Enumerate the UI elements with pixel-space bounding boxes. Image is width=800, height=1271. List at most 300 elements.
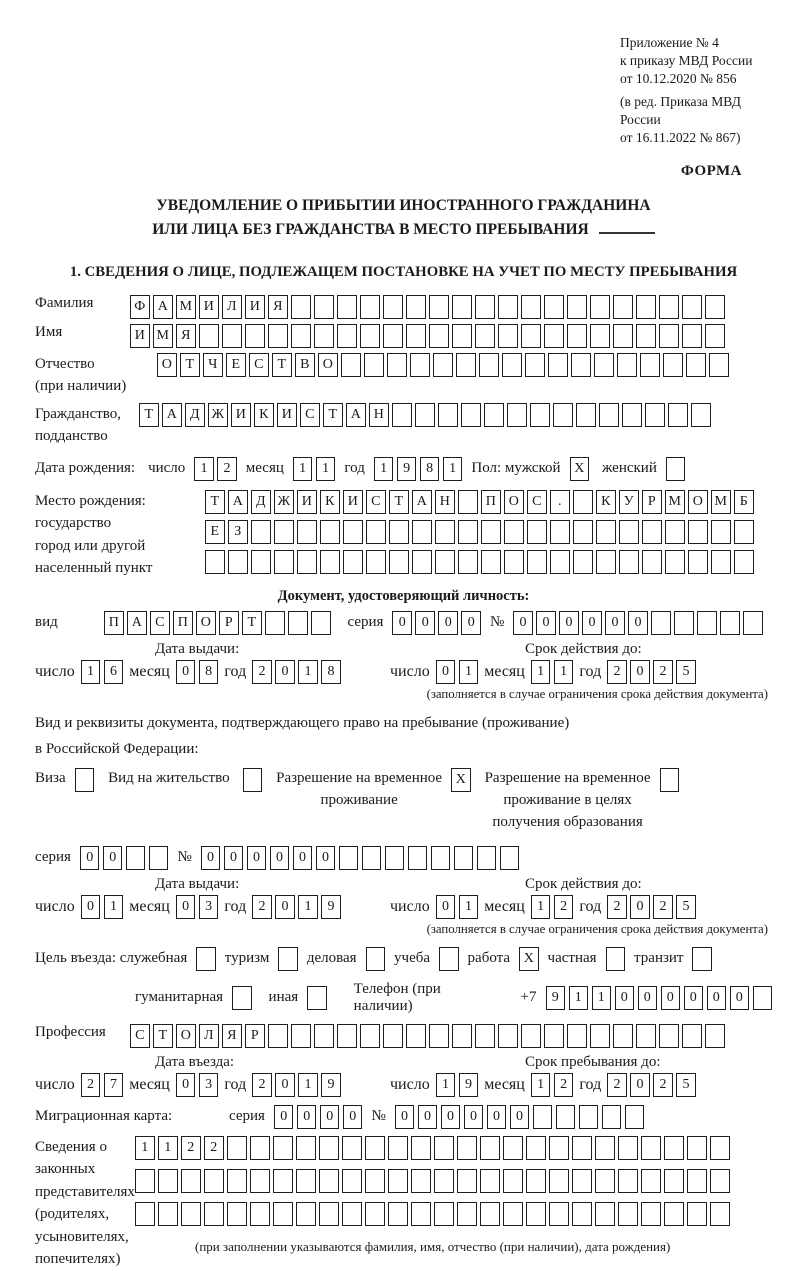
form-cell[interactable] xyxy=(691,403,711,427)
form-cell[interactable] xyxy=(544,324,564,348)
form-cell[interactable] xyxy=(734,550,754,574)
form-cell[interactable] xyxy=(498,324,518,348)
form-cell[interactable] xyxy=(273,1169,293,1193)
form-cell[interactable]: 2 xyxy=(252,1073,272,1097)
form-cell[interactable] xyxy=(556,1105,576,1129)
form-cell[interactable]: Д xyxy=(251,490,271,514)
form-cell[interactable] xyxy=(429,324,449,348)
form-cell[interactable] xyxy=(311,611,331,635)
form-cell[interactable] xyxy=(666,457,686,481)
form-cell[interactable] xyxy=(572,1202,592,1226)
form-cell[interactable] xyxy=(573,520,593,544)
form-cell[interactable] xyxy=(625,1105,645,1129)
form-cell[interactable]: 2 xyxy=(252,660,272,684)
form-cell[interactable] xyxy=(567,1024,587,1048)
form-cell[interactable] xyxy=(228,550,248,574)
form-cell[interactable]: И xyxy=(343,490,363,514)
form-cell[interactable] xyxy=(452,295,472,319)
form-cell[interactable]: 2 xyxy=(204,1136,224,1160)
permit-issue-month-cells[interactable] xyxy=(176,895,219,919)
permit-valid-year-cells[interactable] xyxy=(607,895,696,919)
form-cell[interactable] xyxy=(710,1202,730,1226)
form-cell[interactable] xyxy=(314,1024,334,1048)
form-cell[interactable] xyxy=(479,353,499,377)
form-cell[interactable] xyxy=(296,1202,316,1226)
form-cell[interactable] xyxy=(640,353,660,377)
form-cell[interactable] xyxy=(682,295,702,319)
form-cell[interactable]: 0 xyxy=(320,1105,340,1129)
form-cell[interactable]: 2 xyxy=(653,1073,673,1097)
form-cell[interactable] xyxy=(705,1024,725,1048)
form-cell[interactable] xyxy=(533,1105,553,1129)
form-cell[interactable]: 2 xyxy=(217,457,237,481)
form-cell[interactable] xyxy=(705,324,725,348)
form-cell[interactable] xyxy=(250,1136,270,1160)
form-cell[interactable]: 7 xyxy=(104,1073,124,1097)
form-cell[interactable]: Т xyxy=(205,490,225,514)
purpose-humanitarian-checkbox[interactable] xyxy=(232,986,252,1010)
form-cell[interactable]: 1 xyxy=(194,457,214,481)
form-cell[interactable] xyxy=(296,1136,316,1160)
form-cell[interactable]: Н xyxy=(369,403,389,427)
form-cell[interactable] xyxy=(594,353,614,377)
form-cell[interactable]: 0 xyxy=(343,1105,363,1129)
form-cell[interactable]: 0 xyxy=(224,846,244,870)
form-cell[interactable] xyxy=(674,611,694,635)
form-cell[interactable]: . xyxy=(550,490,570,514)
form-cell[interactable]: П xyxy=(481,490,501,514)
form-cell[interactable]: 0 xyxy=(638,986,658,1010)
form-cell[interactable] xyxy=(481,550,501,574)
form-cell[interactable] xyxy=(411,1202,431,1226)
form-cell[interactable]: 1 xyxy=(443,457,463,481)
form-cell[interactable] xyxy=(388,1136,408,1160)
form-cell[interactable] xyxy=(504,550,524,574)
form-cell[interactable] xyxy=(383,324,403,348)
form-cell[interactable] xyxy=(500,846,520,870)
sex-female-checkbox[interactable] xyxy=(666,457,686,481)
form-cell[interactable] xyxy=(503,1169,523,1193)
form-cell[interactable] xyxy=(291,324,311,348)
form-cell[interactable] xyxy=(297,550,317,574)
form-cell[interactable] xyxy=(550,550,570,574)
form-cell[interactable] xyxy=(337,295,357,319)
form-cell[interactable] xyxy=(454,846,474,870)
form-cell[interactable]: 0 xyxy=(436,895,456,919)
form-cell[interactable] xyxy=(392,403,412,427)
form-cell[interactable] xyxy=(544,295,564,319)
form-cell[interactable]: Т xyxy=(242,611,262,635)
form-cell[interactable] xyxy=(385,846,405,870)
form-cell[interactable]: И xyxy=(297,490,317,514)
form-cell[interactable] xyxy=(412,520,432,544)
form-cell[interactable] xyxy=(686,353,706,377)
form-cell[interactable]: 0 xyxy=(464,1105,484,1129)
form-cell[interactable]: С xyxy=(150,611,170,635)
form-cell[interactable]: Т xyxy=(323,403,343,427)
form-cell[interactable]: С xyxy=(249,353,269,377)
form-cell[interactable]: 0 xyxy=(201,846,221,870)
representatives-cells-row3[interactable] xyxy=(135,1202,730,1226)
form-cell[interactable] xyxy=(521,324,541,348)
form-cell[interactable] xyxy=(251,520,271,544)
form-cell[interactable] xyxy=(475,324,495,348)
form-cell[interactable] xyxy=(364,353,384,377)
form-cell[interactable] xyxy=(475,1024,495,1048)
birthplace-cells-row3[interactable] xyxy=(205,550,754,574)
citizenship-cells[interactable] xyxy=(139,403,711,427)
form-cell[interactable] xyxy=(595,1169,615,1193)
form-cell[interactable]: 0 xyxy=(270,846,290,870)
form-cell[interactable] xyxy=(526,1169,546,1193)
form-cell[interactable] xyxy=(268,1024,288,1048)
permit-issue-year-cells[interactable] xyxy=(252,895,341,919)
purpose-other-checkbox[interactable] xyxy=(307,986,327,1010)
doc-valid-year-cells[interactable] xyxy=(607,660,696,684)
permit-valid-month-cells[interactable] xyxy=(531,895,574,919)
form-cell[interactable]: 2 xyxy=(607,1073,627,1097)
form-cell[interactable]: Ж xyxy=(208,403,228,427)
form-cell[interactable]: 1 xyxy=(592,986,612,1010)
form-cell[interactable] xyxy=(618,1202,638,1226)
form-cell[interactable] xyxy=(158,1169,178,1193)
form-cell[interactable] xyxy=(507,403,527,427)
form-cell[interactable]: 0 xyxy=(80,846,100,870)
form-cell[interactable]: А xyxy=(228,490,248,514)
form-cell[interactable]: 2 xyxy=(181,1136,201,1160)
form-cell[interactable]: Е xyxy=(226,353,246,377)
form-cell[interactable] xyxy=(429,295,449,319)
form-cell[interactable] xyxy=(365,1169,385,1193)
form-cell[interactable] xyxy=(126,846,146,870)
form-cell[interactable] xyxy=(549,1202,569,1226)
form-cell[interactable] xyxy=(457,1169,477,1193)
form-cell[interactable] xyxy=(622,403,642,427)
form-cell[interactable] xyxy=(480,1136,500,1160)
form-cell[interactable]: 0 xyxy=(275,660,295,684)
form-cell[interactable]: 0 xyxy=(275,1073,295,1097)
form-cell[interactable] xyxy=(544,1024,564,1048)
form-cell[interactable] xyxy=(273,1136,293,1160)
surname-cells[interactable] xyxy=(130,295,725,319)
doc-valid-month-cells[interactable] xyxy=(531,660,574,684)
form-cell[interactable] xyxy=(572,1169,592,1193)
form-cell[interactable]: 1 xyxy=(298,660,318,684)
form-cell[interactable]: 6 xyxy=(104,660,124,684)
form-cell[interactable] xyxy=(410,353,430,377)
form-cell[interactable] xyxy=(664,1169,684,1193)
name-cells[interactable] xyxy=(130,324,725,348)
form-cell[interactable] xyxy=(438,403,458,427)
form-cell[interactable] xyxy=(710,1169,730,1193)
form-cell[interactable] xyxy=(682,1024,702,1048)
form-cell[interactable]: Ф xyxy=(130,295,150,319)
form-cell[interactable] xyxy=(458,490,478,514)
form-cell[interactable] xyxy=(618,1136,638,1160)
entry-year-cells[interactable] xyxy=(252,1073,341,1097)
form-cell[interactable] xyxy=(665,520,685,544)
form-cell[interactable] xyxy=(456,353,476,377)
form-cell[interactable] xyxy=(434,1202,454,1226)
form-cell[interactable] xyxy=(319,1202,339,1226)
form-cell[interactable] xyxy=(720,611,740,635)
form-cell[interactable] xyxy=(366,520,386,544)
form-cell[interactable]: О xyxy=(318,353,338,377)
form-cell[interactable] xyxy=(461,403,481,427)
form-cell[interactable] xyxy=(481,520,501,544)
form-cell[interactable] xyxy=(711,550,731,574)
form-cell[interactable] xyxy=(590,324,610,348)
form-cell[interactable]: 0 xyxy=(395,1105,415,1129)
form-cell[interactable]: 1 xyxy=(459,895,479,919)
form-cell[interactable] xyxy=(480,1202,500,1226)
form-cell[interactable] xyxy=(687,1169,707,1193)
form-cell[interactable]: С xyxy=(366,490,386,514)
temp-residence-checkbox[interactable] xyxy=(451,768,471,792)
form-cell[interactable] xyxy=(613,295,633,319)
form-cell[interactable] xyxy=(457,1136,477,1160)
representatives-cells-row1[interactable] xyxy=(135,1136,730,1160)
form-cell[interactable] xyxy=(590,1024,610,1048)
form-cell[interactable] xyxy=(222,324,242,348)
form-cell[interactable]: 0 xyxy=(275,895,295,919)
form-cell[interactable]: Я xyxy=(268,295,288,319)
form-cell[interactable] xyxy=(434,1136,454,1160)
form-cell[interactable]: 0 xyxy=(441,1105,461,1129)
form-cell[interactable] xyxy=(434,1169,454,1193)
form-cell[interactable] xyxy=(243,768,263,792)
form-cell[interactable]: Т xyxy=(139,403,159,427)
form-cell[interactable] xyxy=(645,403,665,427)
form-cell[interactable] xyxy=(567,295,587,319)
form-cell[interactable]: 0 xyxy=(605,611,625,635)
form-cell[interactable] xyxy=(457,1202,477,1226)
form-cell[interactable]: 0 xyxy=(536,611,556,635)
purpose-transit-checkbox[interactable] xyxy=(692,947,712,971)
form-cell[interactable]: Л xyxy=(199,1024,219,1048)
form-cell[interactable] xyxy=(553,403,573,427)
form-cell[interactable]: О xyxy=(196,611,216,635)
form-cell[interactable]: А xyxy=(127,611,147,635)
form-cell[interactable] xyxy=(297,520,317,544)
form-cell[interactable] xyxy=(339,846,359,870)
doc-valid-day-cells[interactable] xyxy=(436,660,479,684)
form-cell[interactable] xyxy=(204,1169,224,1193)
form-cell[interactable] xyxy=(530,403,550,427)
form-cell[interactable] xyxy=(250,1169,270,1193)
form-cell[interactable]: А xyxy=(412,490,432,514)
form-cell[interactable]: 1 xyxy=(531,1073,551,1097)
form-cell[interactable] xyxy=(664,1136,684,1160)
doc-issue-month-cells[interactable] xyxy=(176,660,219,684)
form-cell[interactable] xyxy=(525,353,545,377)
form-cell[interactable] xyxy=(439,947,459,971)
form-cell[interactable] xyxy=(452,324,472,348)
form-cell[interactable] xyxy=(753,986,773,1010)
form-cell[interactable] xyxy=(342,1136,362,1160)
form-cell[interactable]: 0 xyxy=(615,986,635,1010)
form-cell[interactable]: Н xyxy=(435,490,455,514)
form-cell[interactable] xyxy=(477,846,497,870)
form-cell[interactable]: Ж xyxy=(274,490,294,514)
form-cell[interactable] xyxy=(388,1202,408,1226)
form-cell[interactable]: 8 xyxy=(199,660,219,684)
form-cell[interactable]: 1 xyxy=(316,457,336,481)
form-cell[interactable] xyxy=(549,1136,569,1160)
form-cell[interactable]: 0 xyxy=(297,1105,317,1129)
form-cell[interactable]: 3 xyxy=(199,895,219,919)
form-cell[interactable] xyxy=(291,1024,311,1048)
form-cell[interactable]: 1 xyxy=(569,986,589,1010)
form-cell[interactable]: Я xyxy=(222,1024,242,1048)
form-cell[interactable]: 0 xyxy=(684,986,704,1010)
form-cell[interactable]: 1 xyxy=(158,1136,178,1160)
form-cell[interactable] xyxy=(383,1024,403,1048)
purpose-business-checkbox[interactable] xyxy=(366,947,386,971)
form-cell[interactable]: 0 xyxy=(582,611,602,635)
form-cell[interactable] xyxy=(484,403,504,427)
form-cell[interactable] xyxy=(480,1169,500,1193)
form-cell[interactable]: 0 xyxy=(513,611,533,635)
form-cell[interactable] xyxy=(572,1136,592,1160)
form-cell[interactable] xyxy=(668,403,688,427)
form-cell[interactable] xyxy=(307,986,327,1010)
form-cell[interactable]: М xyxy=(176,295,196,319)
form-cell[interactable] xyxy=(337,1024,357,1048)
form-cell[interactable] xyxy=(314,295,334,319)
form-cell[interactable] xyxy=(343,550,363,574)
form-cell[interactable]: Р xyxy=(642,490,662,514)
form-cell[interactable]: 1 xyxy=(81,660,101,684)
form-cell[interactable] xyxy=(596,520,616,544)
form-cell[interactable] xyxy=(75,768,95,792)
form-cell[interactable] xyxy=(389,550,409,574)
form-cell[interactable] xyxy=(458,550,478,574)
form-cell[interactable]: Л xyxy=(222,295,242,319)
representatives-cells-row2[interactable] xyxy=(135,1169,730,1193)
form-cell[interactable] xyxy=(458,520,478,544)
stay-month-cells[interactable] xyxy=(531,1073,574,1097)
form-cell[interactable]: О xyxy=(157,353,177,377)
form-cell[interactable] xyxy=(314,324,334,348)
form-cell[interactable]: 0 xyxy=(274,1105,294,1129)
form-cell[interactable] xyxy=(274,520,294,544)
form-cell[interactable] xyxy=(743,611,763,635)
form-cell[interactable]: 0 xyxy=(247,846,267,870)
form-cell[interactable]: 0 xyxy=(630,660,650,684)
form-cell[interactable]: 2 xyxy=(554,895,574,919)
form-cell[interactable] xyxy=(296,1169,316,1193)
form-cell[interactable]: У xyxy=(619,490,639,514)
form-cell[interactable] xyxy=(651,611,671,635)
form-cell[interactable] xyxy=(619,550,639,574)
form-cell[interactable] xyxy=(232,986,252,1010)
form-cell[interactable]: А xyxy=(162,403,182,427)
form-cell[interactable]: С xyxy=(527,490,547,514)
form-cell[interactable] xyxy=(596,550,616,574)
form-cell[interactable]: 0 xyxy=(176,660,196,684)
form-cell[interactable]: Р xyxy=(245,1024,265,1048)
form-cell[interactable]: 3 xyxy=(199,1073,219,1097)
form-cell[interactable]: X xyxy=(570,457,590,481)
form-cell[interactable] xyxy=(687,1202,707,1226)
form-cell[interactable] xyxy=(503,1202,523,1226)
form-cell[interactable]: Е xyxy=(205,520,225,544)
form-cell[interactable] xyxy=(389,520,409,544)
form-cell[interactable] xyxy=(135,1202,155,1226)
form-cell[interactable] xyxy=(613,1024,633,1048)
form-cell[interactable]: 9 xyxy=(546,986,566,1010)
form-cell[interactable] xyxy=(682,324,702,348)
form-cell[interactable] xyxy=(659,1024,679,1048)
form-cell[interactable]: 0 xyxy=(293,846,313,870)
form-cell[interactable]: К xyxy=(254,403,274,427)
form-cell[interactable]: 2 xyxy=(252,895,272,919)
form-cell[interactable] xyxy=(606,947,626,971)
form-cell[interactable] xyxy=(135,1169,155,1193)
form-cell[interactable]: 0 xyxy=(487,1105,507,1129)
form-cell[interactable]: 1 xyxy=(531,895,551,919)
form-cell[interactable] xyxy=(498,295,518,319)
form-cell[interactable]: И xyxy=(231,403,251,427)
form-cell[interactable] xyxy=(278,947,298,971)
form-cell[interactable] xyxy=(688,520,708,544)
permit-valid-day-cells[interactable] xyxy=(436,895,479,919)
form-cell[interactable] xyxy=(383,295,403,319)
form-cell[interactable]: 1 xyxy=(531,660,551,684)
form-cell[interactable] xyxy=(527,520,547,544)
form-cell[interactable]: К xyxy=(320,490,340,514)
form-cell[interactable] xyxy=(265,611,285,635)
form-cell[interactable]: 0 xyxy=(316,846,336,870)
form-cell[interactable]: Д xyxy=(185,403,205,427)
form-cell[interactable]: 0 xyxy=(176,1073,196,1097)
form-cell[interactable]: 9 xyxy=(321,1073,341,1097)
form-cell[interactable] xyxy=(641,1136,661,1160)
form-cell[interactable] xyxy=(342,1202,362,1226)
entry-month-cells[interactable] xyxy=(176,1073,219,1097)
form-cell[interactable]: 2 xyxy=(81,1073,101,1097)
form-cell[interactable]: И xyxy=(277,403,297,427)
form-cell[interactable]: 0 xyxy=(392,611,412,635)
form-cell[interactable] xyxy=(692,947,712,971)
birthplace-cells-row1[interactable] xyxy=(205,490,754,514)
form-cell[interactable] xyxy=(319,1169,339,1193)
form-cell[interactable] xyxy=(571,353,591,377)
form-cell[interactable] xyxy=(433,353,453,377)
form-cell[interactable] xyxy=(388,1169,408,1193)
form-cell[interactable] xyxy=(250,1202,270,1226)
form-cell[interactable] xyxy=(273,1202,293,1226)
form-cell[interactable] xyxy=(642,550,662,574)
form-cell[interactable]: И xyxy=(199,295,219,319)
form-cell[interactable] xyxy=(227,1202,247,1226)
doc-number-cells[interactable] xyxy=(513,611,763,635)
form-cell[interactable]: 0 xyxy=(103,846,123,870)
form-cell[interactable] xyxy=(245,324,265,348)
form-cell[interactable]: 1 xyxy=(104,895,124,919)
form-cell[interactable] xyxy=(196,947,216,971)
form-cell[interactable] xyxy=(406,295,426,319)
form-cell[interactable] xyxy=(411,1136,431,1160)
visa-checkbox[interactable] xyxy=(75,768,95,792)
form-cell[interactable] xyxy=(599,403,619,427)
form-cell[interactable] xyxy=(204,1202,224,1226)
form-cell[interactable] xyxy=(590,295,610,319)
form-cell[interactable] xyxy=(659,295,679,319)
form-cell[interactable]: 2 xyxy=(554,1073,574,1097)
form-cell[interactable]: 1 xyxy=(298,1073,318,1097)
